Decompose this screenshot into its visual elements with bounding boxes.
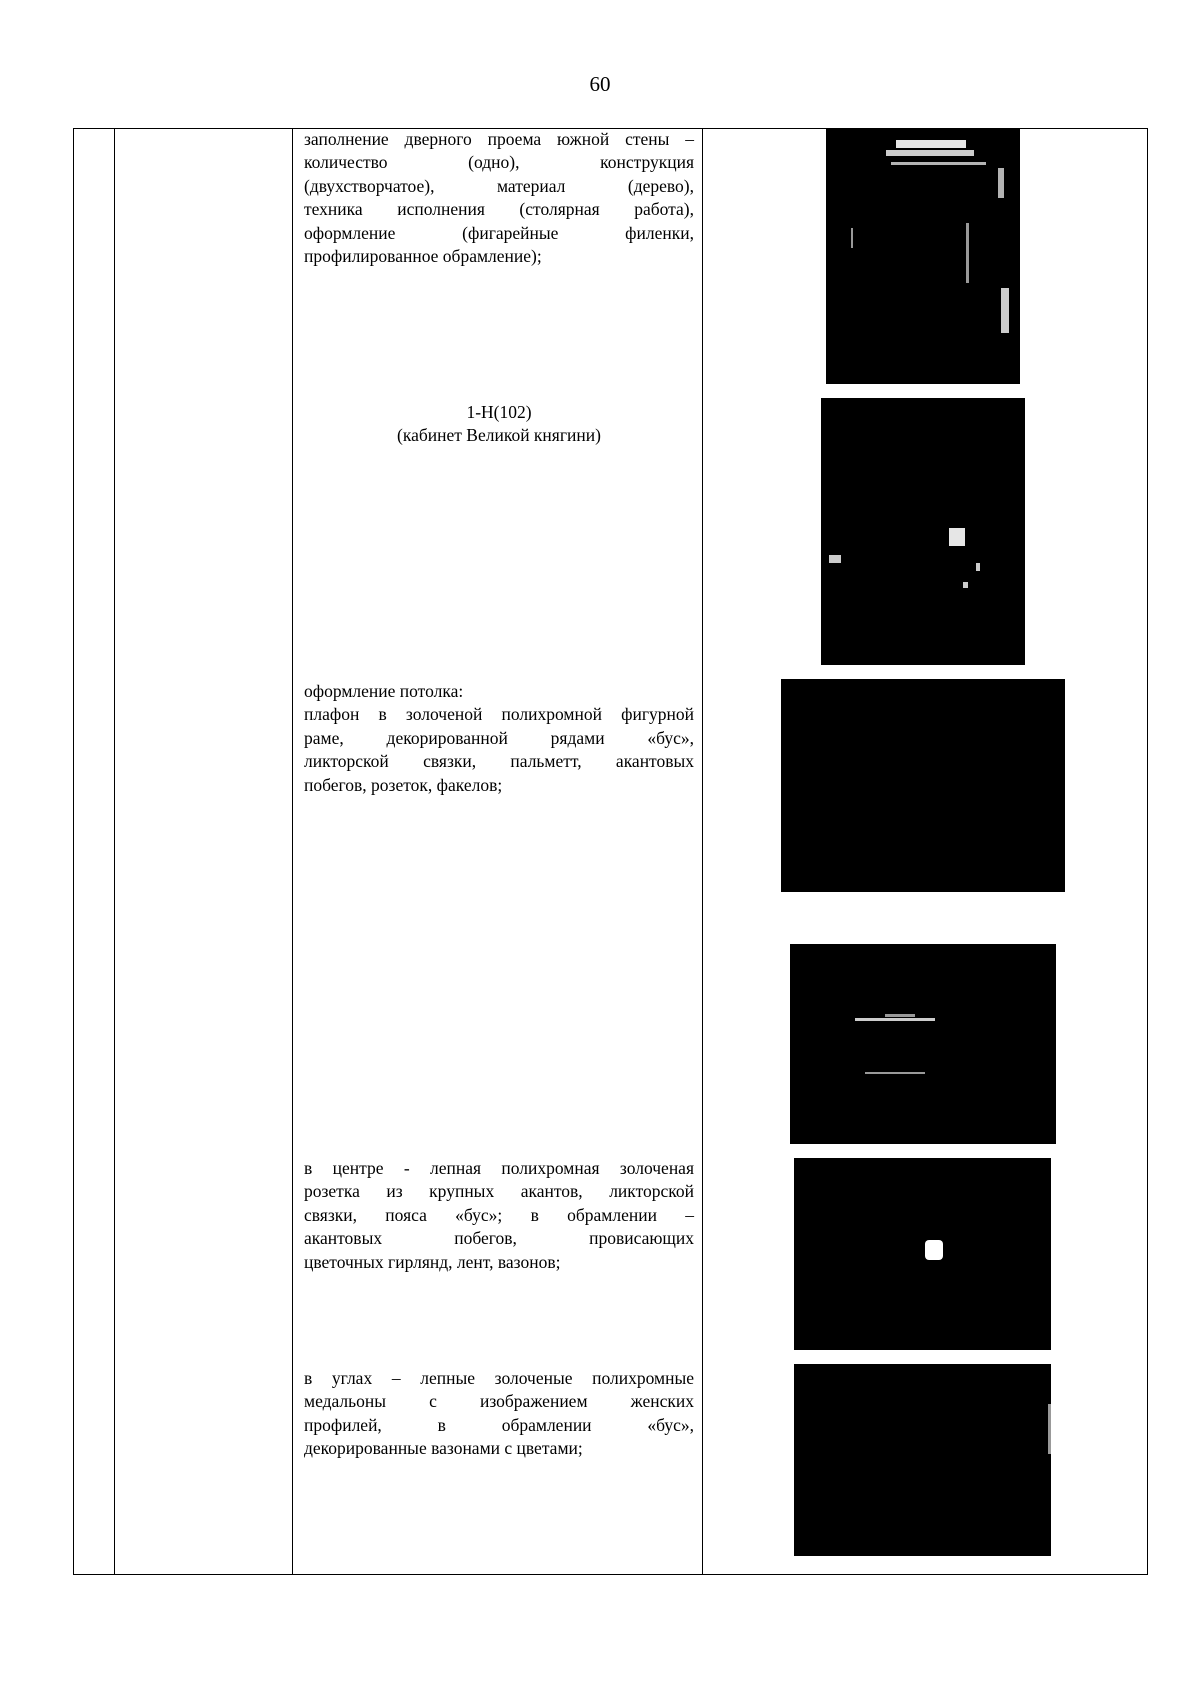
room-code: 1-Н(102) bbox=[466, 402, 532, 422]
column-divider-1 bbox=[114, 129, 115, 1574]
photo-plafond-detail bbox=[790, 944, 1056, 1144]
column-divider-2 bbox=[292, 129, 293, 1574]
entry-text: в центре - лепная полихромная золоченая розетка из крупных акантов, ликторской связки, пояса «бус»; в обрамлении – акантовых побегов, провисающих цветочных гирлянд, лент, вазонов; bbox=[304, 1158, 694, 1272]
page-number: 60 bbox=[589, 72, 611, 96]
entry-text: заполнение дверного проема южной стены – количество (одно), конструкция (двухстворчатое), материал (дерево), техника исполнения (столярная работа), оформление (фигарейные филенки, профилированное обрамление); bbox=[304, 129, 694, 267]
entry-door-filling bbox=[304, 128, 694, 268]
entry-text: в углах – лепные золоченые полихромные медальоны с изображением женских профилей, в обрамлении «бус», декорированные вазонами с цветами; bbox=[304, 1368, 694, 1459]
entry-ceiling bbox=[304, 680, 694, 797]
photo-rosette bbox=[794, 1158, 1051, 1350]
photo-door bbox=[826, 128, 1020, 384]
entry-corner-medallions bbox=[304, 1367, 694, 1461]
photo-ceiling bbox=[781, 679, 1065, 892]
photo-medallion bbox=[794, 1364, 1051, 1556]
entry-text: оформление потолка: плафон в золоченой полихромной фигурной раме, декорированной рядами «бус», ликторской связки, пальметт, акантовых побегов, розеток, факелов; bbox=[304, 681, 694, 795]
column-divider-3 bbox=[702, 129, 703, 1574]
room-name: (кабинет Великой княгини) bbox=[397, 425, 601, 446]
room-heading bbox=[304, 401, 694, 448]
entry-center-rosette bbox=[304, 1157, 694, 1274]
photo-room-view bbox=[821, 398, 1025, 665]
